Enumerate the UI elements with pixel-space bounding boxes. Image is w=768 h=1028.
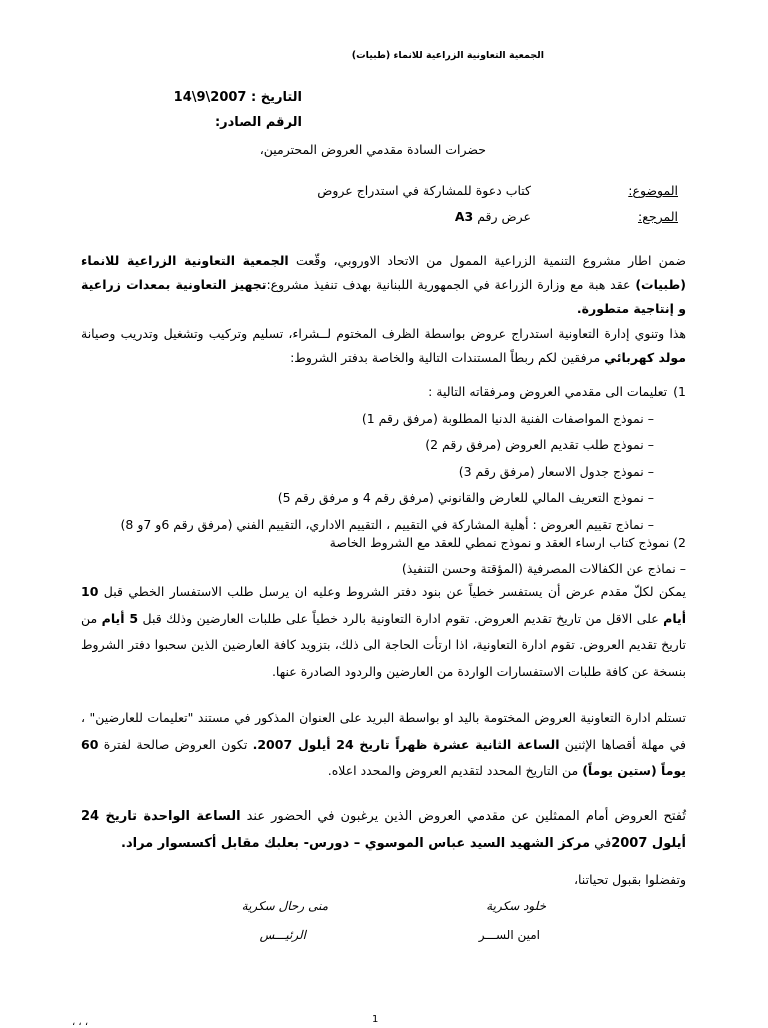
list-item: – نموذج التعريف المالي للعارض والقانوني (مرفق رقم 4 و مرفق رقم 5) <box>76 485 686 512</box>
signatory-title-right: الرئيـــس <box>259 928 306 942</box>
paragraph-tender <box>81 322 686 370</box>
para2-text-1: هذا وتنوي إدارة التعاونية استدراج عروض بواسطة الظرف المختوم لــشراء، تسليم وتركيب وتشغيل وتدريب وصيانة <box>81 326 686 341</box>
para4-bold-2: 60 يوماً (ستين يوماً) <box>81 736 686 778</box>
corner-mark: ، ، ، <box>72 1017 89 1028</box>
para1-text-2: عقد هبة مع وزارة الزراعة في الجمهورية اللبنانية بهدف تنفيذ مشروع: <box>266 277 636 292</box>
page-number: 1 <box>372 1014 379 1025</box>
para1-text-1: ضمن اطار مشروع التنمية الزراعية الممول من الاتحاد الاوروبي، وقّعت <box>288 253 687 268</box>
para3-text-1: يمكن لكلّ مقدم عرض أن يستفسر خطياً عن بنود دفتر الشروط وعليه ان يرسل طلب الاستفسار الخطي قبل <box>98 584 686 599</box>
list-item: – نماذج تقييم العروض : أهلية المشاركة في التقييم ، التقييم الاداري، التقييم الفني (مرفق رقم 6و 7و 8) <box>76 512 686 539</box>
signatory-name-left: خلود سكرية <box>486 899 546 913</box>
list-heading <box>76 379 686 406</box>
subject-value: كتاب دعوة للمشاركة في استدراج عروض <box>317 183 531 198</box>
org-header: الجمعية التعاونية الزراعية للانماء (طبيات) <box>351 50 544 61</box>
reference-value <box>455 209 531 224</box>
list-item: – نموذج طلب تقديم العروض (مرفق رقم 2) <box>76 432 686 459</box>
subject-label: الموضوع: <box>628 183 678 198</box>
para5-bold-1: الساعة الواحدة تاريخ 24 أيلول 2007 <box>81 809 686 851</box>
para3-text-3: من تاريخ تقديم العروض. تقوم ادارة التعاونية، اذا ارتأت الحاجة الى ذلك، بتزويد كافة العارضين الذين سحبوا دفتر الشروط بنسخة عن كافة طلبات الاستفسارات الواردة من العارضين والردود الصادرة عنها. <box>81 610 686 679</box>
para5-bold-2: مركز الشهيد السيد عباس الموسوي – دورس- بعلبك مقابل أكسسوار مراد. <box>121 836 591 851</box>
list-item: – نموذج المواصفات الفنية الدنيا المطلوبة (مرفق رقم 1) <box>76 406 686 433</box>
date-line: التاريخ : 2007\9\14 <box>173 90 302 105</box>
para4-bold-1: الساعة الثانية عشرة ظهراً تاريخ 24 أيلول 2007. <box>252 736 560 752</box>
para2-text-2: مرفقين لكم ربطاً المستندات التالية والخاصة بدفتر الشروط: <box>290 350 605 365</box>
signatory-name-right: منى رحال سكرية <box>241 899 328 913</box>
signatory-title-left: امين الســـر <box>478 928 540 942</box>
para5-text-2: في <box>590 836 612 851</box>
paragraph-opening <box>81 803 686 857</box>
list-item: – نموذج جدول الاسعار (مرفق رقم 3) <box>76 459 686 486</box>
para5-text-1: تُفتح العروض أمام الممثلين عن مقدمي العروض الذين يرغبون في الحضور عند <box>240 809 686 824</box>
paragraph-inquiries <box>81 579 686 685</box>
para2-bold-1: مولد كهربائي <box>604 350 686 365</box>
paragraph-submission <box>81 705 686 785</box>
reference-code: A3 <box>454 209 474 224</box>
list-item: – نماذج عن الكفالات المصرفية (المؤقتة وحسن التنفيذ) <box>401 561 686 576</box>
list-item: 2) نموذج كتاب ارساء العقد و نموذج نمطي للعقد مع الشروط الخاصة <box>329 535 686 550</box>
salutation: حضرات السادة مقدمي العروض المحترمين، <box>259 142 486 157</box>
para1-bold-2: تجهيز التعاونية بمعدات زراعية و إنتاجية متطورة. <box>81 277 686 316</box>
reference-prefix: عرض رقم <box>473 209 531 224</box>
contract-templates-list <box>76 530 686 582</box>
para4-text-1: تستلم ادارة التعاونية العروض المختومة باليد او بواسطة البريد على العنوان المذكور في مستند "تعليمات للعارضين" ، في مهلة أقصاها الإثنين <box>81 710 686 752</box>
paragraph-project <box>81 249 686 321</box>
reference-number-line: الرقم الصادر: <box>214 115 302 130</box>
attachments-list <box>76 379 686 538</box>
list-number: 1) <box>673 384 686 399</box>
list-title: تعليمات الى مقدمي العروض ومرفقاته التالية : <box>428 384 668 399</box>
para1-bold-1: الجمعية التعاونية الزراعية للانماء (طبيات) <box>81 253 686 292</box>
reference-label: المرجع: <box>638 209 678 224</box>
closing-line: وتفضلوا بقبول تحياتنا، <box>573 872 686 887</box>
para4-text-2: تكون العروض صالحة لفترة <box>98 736 253 752</box>
para4-text-3: من التاريخ المحدد لتقديم العروض والمحدد اعلاه. <box>327 763 583 778</box>
para3-text-2: على الاقل من تاريخ تقديم العروض. تقوم ادارة التعاونية بالرد خطياً على طلبات العارضين وذلك قبل <box>138 610 664 626</box>
para3-bold-1: 10 أيام <box>81 584 687 626</box>
para3-bold-2: 5 أيام <box>101 610 139 626</box>
